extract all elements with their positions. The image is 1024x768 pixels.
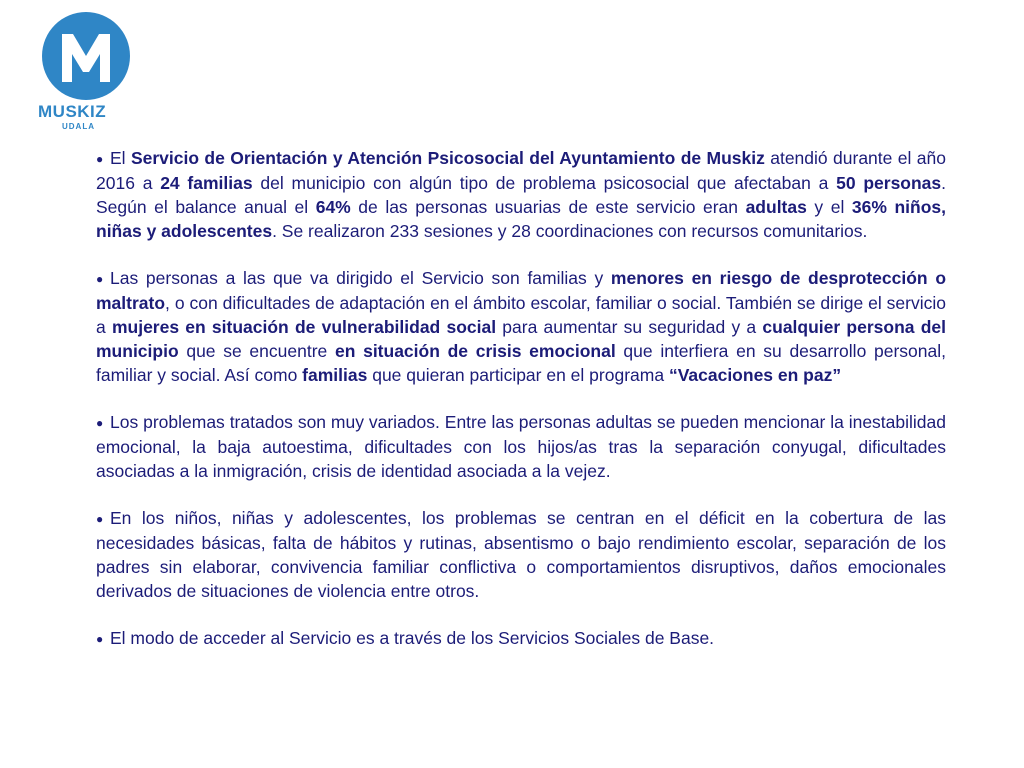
- bullet-icon: ●: [96, 272, 104, 286]
- bold-text: 24 familias: [160, 173, 253, 193]
- bold-text: adultas: [745, 197, 807, 217]
- logo-emblem: [42, 12, 130, 100]
- text-segment: que se encuentre: [178, 341, 335, 361]
- bold-text: familias: [302, 365, 368, 385]
- bold-text: 64%: [315, 197, 351, 217]
- bold-text: menores en riesgo de desprotección o maltrato: [96, 268, 947, 313]
- bullet-icon: ●: [96, 512, 104, 526]
- text-segment: Las personas a las que va dirigido el Servicio son familias y: [110, 268, 611, 288]
- bullet-icon: ●: [96, 152, 104, 166]
- document-body: [96, 146, 946, 651]
- text-segment: . Se realizaron 233 sesiones y 28 coordinaciones con recursos comunitarios.: [272, 221, 868, 241]
- text-segment: En los niños, niñas y adolescentes, los problemas se centran en el déficit en la cobertura de las necesidades básicas, falta de hábitos y rutinas, absentismo o bajo rendimiento escolar, separación de los padres sin elaborar, convivencia familiar conflictiva o comportamientos disruptivos, daños emocionales derivados de situaciones de violencia entre otros.: [96, 508, 946, 601]
- logo-subtitle: UDALA: [62, 122, 95, 131]
- logo-m-icon: [42, 12, 130, 100]
- logo-name: MUSKIZ: [38, 102, 107, 121]
- text-segment: Los problemas tratados son muy variados. Entre las personas adultas se pueden mencionar la inestabilidad emocional, la baja autoestima, dificultades con los hijos/as tras la separación conyugal, dificultades asociadas a la inmigración, crisis de identidad asociada a la vejez.: [96, 412, 946, 481]
- text-segment: El: [110, 148, 131, 168]
- text-segment: que interfiera en su desarrollo personal, familiar y social. Así como: [96, 341, 946, 385]
- bullet-paragraph: [96, 626, 946, 651]
- bullet-icon: ●: [96, 632, 104, 646]
- bold-text: Servicio de Orientación y Atención Psicosocial del Ayuntamiento de Muskiz: [130, 148, 765, 168]
- text-segment: para aumentar su seguridad y a: [496, 317, 763, 337]
- text-segment: atendió durante el año 2016 a: [96, 148, 946, 193]
- text-segment: , o con dificultades de adaptación en el ámbito escolar, familiar o social. También se dirige el servicio a: [96, 293, 946, 337]
- muskiz-logo: [38, 12, 138, 130]
- bold-text: en situación de crisis emocional: [334, 341, 616, 361]
- text-segment: El modo de acceder al Servicio es a través de los Servicios Sociales de Base.: [110, 628, 715, 648]
- bold-text: “Vacaciones en paz”: [668, 365, 842, 385]
- bold-text: mujeres en situación de vulnerabilidad social: [111, 317, 497, 337]
- bullet-paragraph: [96, 146, 946, 243]
- text-segment: del municipio con algún tipo de problema psicosocial que afectaban a: [252, 173, 837, 193]
- bold-text: cualquier persona del municipio: [96, 317, 946, 361]
- bullet-paragraph: [96, 506, 946, 603]
- text-segment: . Según el balance anual el: [96, 173, 947, 217]
- text-segment: que quieran participar en el programa: [367, 365, 669, 385]
- text-segment: y el: [806, 197, 852, 217]
- bold-text: 50 personas: [836, 173, 942, 193]
- text-segment: de las personas usuarias de este servicio eran: [350, 197, 746, 217]
- bold-text: 36% niños, niñas y adolescentes: [96, 197, 946, 241]
- bullet-icon: ●: [96, 416, 104, 430]
- bullet-paragraph: [96, 410, 946, 483]
- bullet-paragraph: [96, 266, 946, 387]
